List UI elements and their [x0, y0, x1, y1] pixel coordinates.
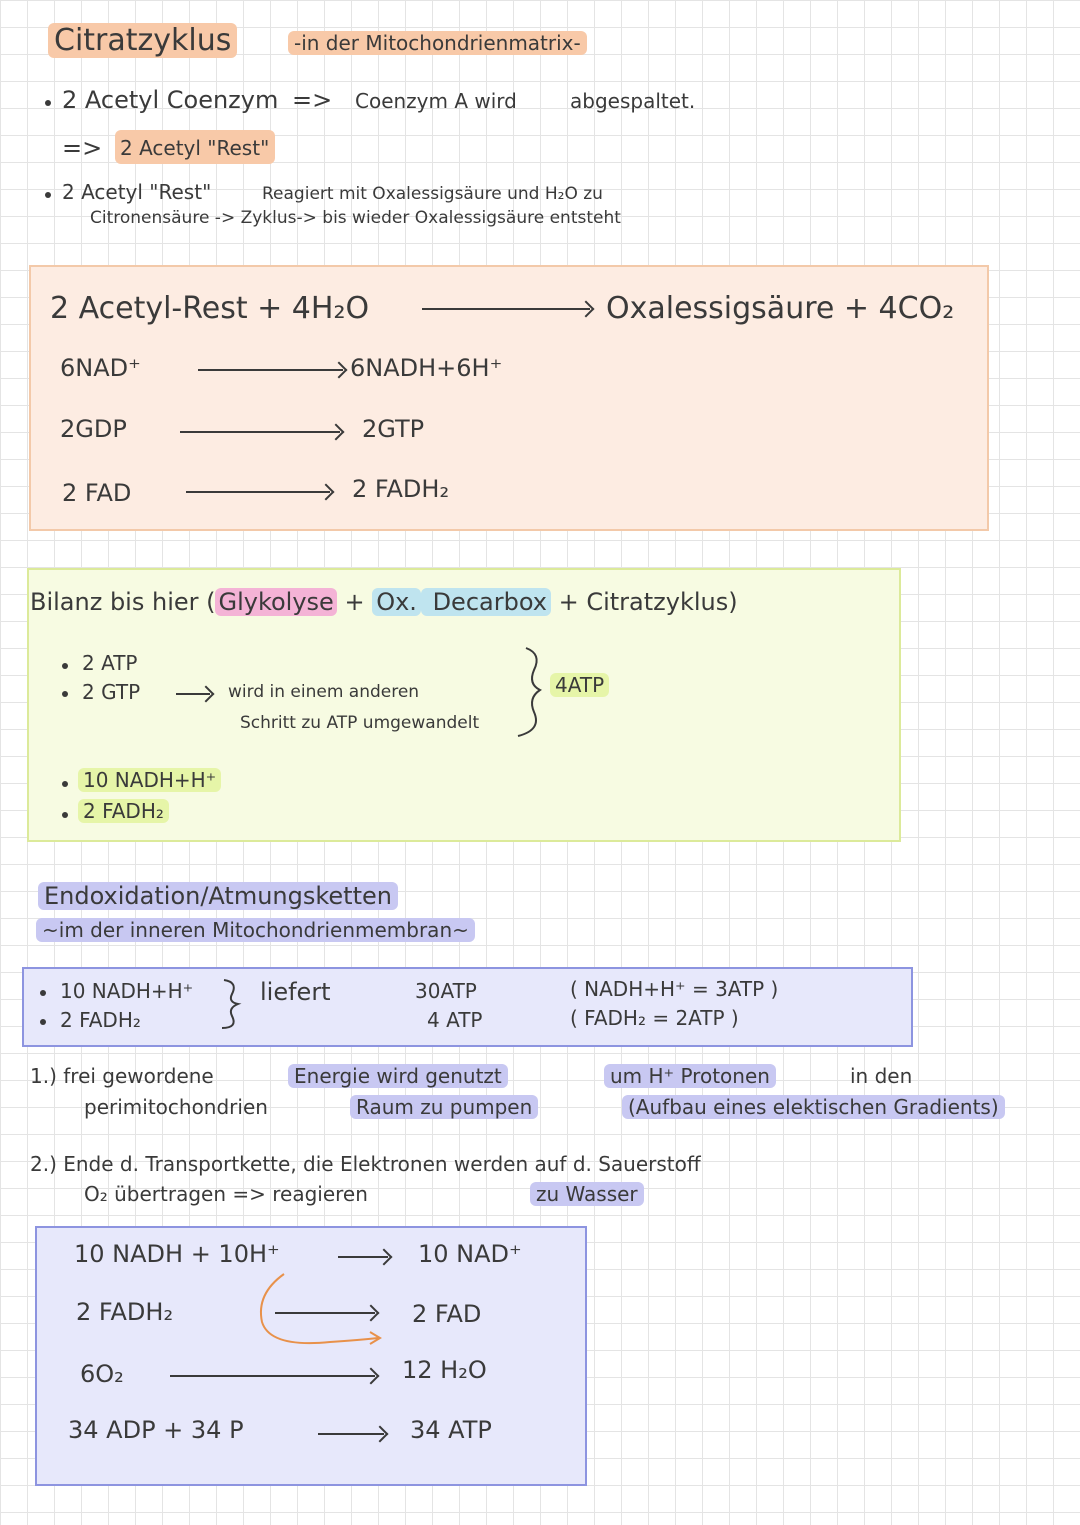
- endox-liefert: liefert: [260, 978, 331, 1006]
- bilanz-item2-note2: Schritt zu ATP umgewandelt: [240, 713, 480, 733]
- reaction-row3-left: 2GDP: [60, 415, 127, 443]
- final-row4-right: 34 ATP: [410, 1416, 492, 1444]
- bullet: [45, 100, 51, 106]
- section-subtitle: -in der Mitochondrienmatrix-: [288, 33, 587, 53]
- note1-line2-c: (Aufbau eines elektischen Gradients): [622, 1097, 1005, 1117]
- arrow-icon: [186, 491, 330, 493]
- note1-line2-a: perimitochondrien: [84, 1095, 268, 1119]
- line2-arrow: =>: [62, 134, 103, 162]
- reaction-row1-right: Oxalessigsäure + 4CO₂: [606, 291, 955, 326]
- brace-icon: [218, 976, 248, 1032]
- bullet: [45, 192, 51, 198]
- final-row2-right: 2 FAD: [412, 1300, 482, 1328]
- final-row1-left: 10 NADH + 10H⁺: [74, 1240, 280, 1268]
- line3-rest: Reagiert mit Oxalessigsäure und H₂O zu: [262, 184, 603, 204]
- bullet: [40, 990, 46, 996]
- reaction-row4-left: 2 FAD: [62, 479, 132, 507]
- reaction-row2-left: 6NAD⁺: [60, 354, 141, 382]
- bullet: [62, 812, 68, 818]
- reaction-row3-right: 2GTP: [362, 415, 425, 443]
- note1-b: Energie wird genutzt: [288, 1066, 508, 1086]
- brace-icon: [512, 646, 552, 740]
- endox-row1-right: ( NADH+H⁺ = 3ATP ): [570, 977, 779, 1001]
- bilanz-item1: 2 ATP: [82, 651, 138, 675]
- final-row4-left: 34 ADP + 34 P: [68, 1416, 244, 1444]
- bilanz-item2-note1: wird in einem anderen: [228, 682, 420, 702]
- reaction-row4-right: 2 FADH₂: [352, 475, 450, 503]
- arrow-icon: [338, 1256, 388, 1258]
- bullet: [40, 1019, 46, 1025]
- bilanz-heading: Bilanz bis hier ( Glykolyse + Ox. Decarbox + Citratzyklus): [30, 588, 738, 616]
- line1-right2: abgespaltet.: [570, 89, 696, 113]
- final-row3-left: 6O₂: [80, 1360, 124, 1388]
- bilanz-item4: 2 FADH₂: [78, 801, 169, 821]
- line1-right: Coenzym A wird: [355, 89, 517, 113]
- bullet: [62, 691, 68, 697]
- arrow-icon: [198, 369, 343, 371]
- electron-flow-arrow-icon: [250, 1268, 400, 1358]
- arrow-icon: [180, 431, 340, 433]
- line3-text: 2 Acetyl "Rest": [62, 180, 212, 204]
- final-row2-left: 2 FADH₂: [76, 1298, 174, 1326]
- bilanz-item3: 10 NADH+H⁺: [78, 770, 221, 790]
- endox-row1-mid: 30ATP: [415, 979, 477, 1003]
- note1-line2-b: Raum zu pumpen: [350, 1097, 538, 1117]
- endox-row2-mid: 4 ATP: [427, 1008, 483, 1032]
- arrow-icon: [422, 308, 590, 310]
- reaction-row2-right: 6NADH+6H⁺: [350, 354, 503, 382]
- section-title: Citratzyklus: [48, 26, 237, 56]
- arrow-icon: [170, 1375, 375, 1377]
- bilanz-sum: 4ATP: [550, 675, 609, 695]
- arrow-icon: [176, 693, 210, 695]
- endox-row1-left: 10 NADH+H⁺: [60, 979, 194, 1003]
- bullet: [62, 663, 68, 669]
- line2-text: 2 Acetyl "Rest": [120, 136, 270, 160]
- line4-text: Citronensäure -> Zyklus-> bis wieder Oxalessigsäure entsteht: [90, 208, 621, 228]
- reaction-row1-left: 2 Acetyl-Rest + 4H₂O: [50, 291, 370, 326]
- note1-a: 1.) frei gewordene: [30, 1064, 214, 1088]
- endox-title: Endoxidation/Atmungsketten: [38, 884, 398, 908]
- bilanz-item2: 2 GTP: [82, 680, 141, 704]
- final-row1-right: 10 NAD⁺: [418, 1240, 522, 1268]
- bullet: [62, 781, 68, 787]
- note2-c: zu Wasser: [530, 1184, 644, 1204]
- arrow-icon: [318, 1433, 384, 1435]
- endox-row2-right: ( FADH₂ = 2ATP ): [570, 1006, 739, 1030]
- note1-d: in den: [850, 1064, 913, 1088]
- endox-row2-left: 2 FADH₂: [60, 1008, 141, 1032]
- final-row3-right: 12 H₂O: [402, 1356, 487, 1384]
- line1-left: 2 Acetyl Coenzym: [62, 86, 279, 114]
- note2-b: O₂ übertragen => reagieren: [84, 1182, 368, 1206]
- line1-arrow: =>: [292, 86, 333, 114]
- endox-subtitle: ~im der inneren Mitochondrienmembran~: [36, 920, 475, 940]
- note1-c: um H⁺ Protonen: [604, 1066, 776, 1086]
- note2-a: 2.) Ende d. Transportkette, die Elektronen werden auf d. Sauerstoff: [30, 1152, 701, 1176]
